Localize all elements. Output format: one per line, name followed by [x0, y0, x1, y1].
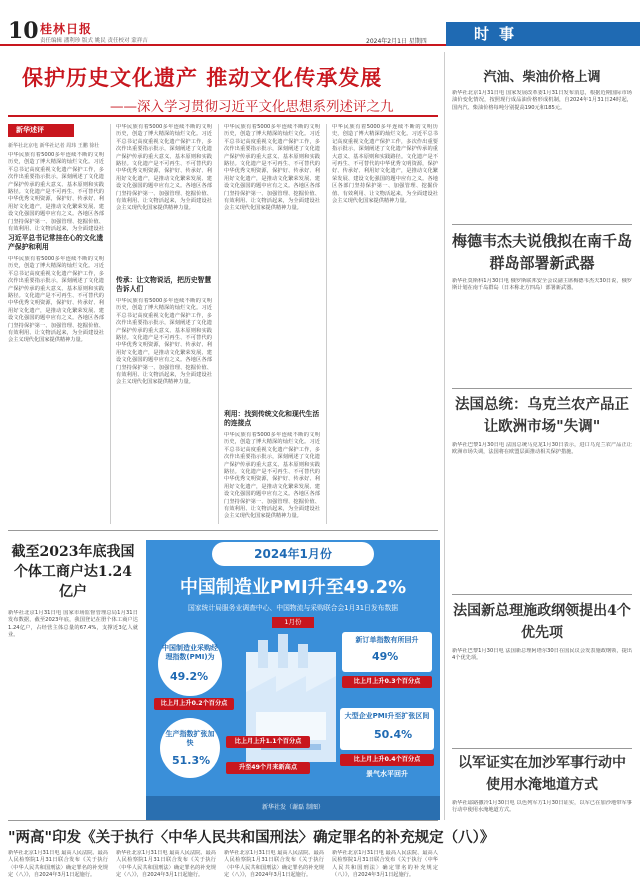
- item-divider: [452, 388, 632, 389]
- item-divider: [452, 224, 632, 225]
- column-divider: [110, 124, 111, 524]
- info-credit: 新华社发（谢磊 制图）: [146, 796, 440, 820]
- new-high-note: 升至49个月来新高点: [226, 762, 310, 774]
- column-divider: [444, 52, 445, 820]
- item-divider: [452, 748, 632, 749]
- staff-credits: 责任编辑 潘利珍 版式 姚民 责任校对 蒙祥吉: [40, 38, 148, 44]
- gaza-title: 以军证实在加沙军事行动中使用水淹地道方式: [458, 755, 626, 793]
- bottom-headline: "两高"印发《关于执行〈中华人民共和国刑法〉确定罪名的补充规定（八）》: [8, 829, 495, 846]
- bottom-body-col1: 新华社北京1月31日电 最高人民法院、最高人民检察院1月31日联合发布《关于执行〈中华人民共和国刑法〉确定罪名的补充规定（八）》，自2024年3月1日起施行。: [8, 850, 108, 879]
- lead-headline: 保护历史文化遗产 推动文化传承发展: [22, 65, 383, 90]
- pmi-node: [158, 632, 222, 696]
- lead-body-col2a: 中华民族有着5000多年连续不断的文明历史，创造了博大精深的灿烂文化。习近平总书记高度重视文化遗产保护工作，多次作出重要指示批示，深刻阐述了文化遗产保护传承的重大意义、基本原则和实践路径。文化遗产是不可再生、不可替代的中华优秀文明资源，保护好、传承好、利用好文化遗产，是推动文化繁荣发展、建设文化强国的题中应有之义。各地区各部门坚持保护第一、加强管理、挖掘价值、有效利用、让文物活起来，为全面建设社会主义现代化国家提供精神力量。: [116, 124, 212, 212]
- new-orders-value: 49%: [372, 650, 399, 663]
- lead-body-col3b: 中华民族有着5000多年连续不断的文明历史，创造了博大精深的灿烂文化。习近平总书记高度重视文化遗产保护工作，多次作出重要指示批示，深刻阐述了文化遗产保护传承的重大意义、基本原则和实践路径。文化遗产是不可再生、不可替代的中华优秀文明资源，保护好、传承好、利用好文化遗产，是推动文化繁荣发展、建设文化强国的题中应有之义。各地区各部门坚持保护第一、加强管理、挖掘价值、有效利用、让文物活起来，为全面建设社会主义现代化国家提供精神力量。: [224, 432, 320, 520]
- info-month-badge: 1月份: [272, 617, 314, 628]
- lead-body-col1b: 中华民族有着5000多年连续不断的文明历史，创造了博大精深的灿烂文化。习近平总书记高度重视文化遗产保护工作，多次作出重要指示批示，深刻阐述了文化遗产保护传承的重大意义、基本原则和实践路径。文化遗产是不可再生、不可替代的中华优秀文明资源，保护好、传承好、利用好文化遗产，是推动文化繁荣发展、建设文化强国的题中应有之义。各地区各部门坚持保护第一、加强管理、挖掘价值、有效利用、让文物活起来，为全面建设社会主义现代化国家提供精神力量。: [8, 256, 104, 344]
- issue-date: 2024年2月1日 星期四: [366, 38, 427, 45]
- sentiment-label: 景气水平回升: [366, 770, 408, 778]
- gaza-body: 新华社耶路撒冷1月30日电 以色列军方1月30日证实，以军已在加沙地带军事行动中使用水淹地道方式。: [452, 800, 632, 814]
- lead-body-col1a: 中华民族有着5000多年连续不断的文明历史，创造了博大精深的灿烂文化。习近平总书记高度重视文化遗产保护工作，多次作出重要指示批示，深刻阐述了文化遗产保护传承的重大意义、基本原则和实践路径。文化遗产是不可再生、不可替代的中华优秀文明资源，保护好、传承好、利用好文化遗产，是推动文化繁荣发展、建设文化强国的题中应有之义。各地区各部门坚持保护第一、加强管理、挖掘价值、有效利用、让文物活起来，为全面建设社: [8, 152, 104, 232]
- lead-subhead-1: 习近平总书记常挂在心的文化遗产保护和利用: [8, 234, 104, 251]
- lead-body-col4: 中华民族有着5000多年连续不断的文明历史，创造了博大精深的灿烂文化。习近平总书记高度重视文化遗产保护工作，多次作出重要指示批示，深刻阐述了文化遗产保护传承的重大意义、基本原则和实践路径。文化遗产是不可再生、不可替代的中华优秀文明资源，保护好、传承好、利用好文化遗产，是推动文化繁荣发展、建设文化强国的题中应有之义。各地区各部门坚持保护第一、加强管理、挖掘价值、有效利用、让文物活起来，为全面建设社会主义现代化国家提供精神力量。: [332, 124, 438, 205]
- macron-body: 新华社巴黎1月30日电 法国总统马克龙1月30日表示，进口乌克兰农产品正让欧洲市场失调，法国将在欧盟层面推动相关保护措施。: [452, 442, 632, 456]
- new-orders-change: 比上月上升0.3个百分点: [342, 676, 432, 688]
- macron-title: 法国总统：乌克兰农产品正让欧洲市场"失调": [455, 396, 629, 435]
- info-month-header: 2024年1月份: [212, 542, 374, 566]
- left-feature-title: 截至2023年底我国个体工商户达1.24亿户: [11, 544, 135, 600]
- info-source-line: 国家统计局服务业调查中心、中国物流与采购联合会1月31日发布数据: [187, 604, 399, 612]
- column-divider: [218, 124, 219, 524]
- fuel-price-title: 汽油、柴油价格上调: [483, 70, 601, 85]
- section-label: 时事: [446, 22, 640, 46]
- bottom-body-col4: 新华社北京1月31日电 最高人民法院、最高人民检察院1月31日联合发布《关于执行〈中华人民共和国刑法〉确定罪名的补充规定（八）》，自2024年3月1日起施行。: [332, 850, 438, 879]
- production-node: [160, 718, 220, 778]
- lead-subhead-3: 利用：找到传统文化和现代生活的连接点: [224, 410, 320, 427]
- new-orders-label: 新订单指数有所回升: [355, 636, 419, 644]
- lead-body-col3a: 中华民族有着5000多年连续不断的文明历史，创造了博大精深的灿烂文化。习近平总书记高度重视文化遗产保护工作，多次作出重要指示批示，深刻阐述了文化遗产保护传承的重大意义、基本原则和实践路径。文化遗产是不可再生、不可替代的中华优秀文明资源，保护好、传承好、利用好文化遗产，是推动文化繁荣发展、建设文化强国的题中应有之义。各地区各部门坚持保护第一、加强管理、挖掘价值、有效利用、让文物活起来，为全面建设社会主义现代化国家提供精神力量。: [224, 124, 320, 212]
- page-number: 10: [8, 18, 39, 44]
- fuel-price-body: 新华社北京1月31日电 国家发展改革委1月31日发布消息，根据近期国际市场油价变化情况，按照现行成品油价格形成机制，自2024年1月31日24时起，国内汽、柴油价格每吨分别提高190元和185元。: [452, 90, 632, 111]
- production-label: 生产指数扩张加快: [165, 730, 215, 747]
- lead-body-col2b: 中华民族有着5000多年连续不断的文明历史，创造了博大精深的灿烂文化。习近平总书记高度重视文化遗产保护工作，多次作出重要指示批示，深刻阐述了文化遗产保护传承的重大意义、基本原则和实践路径。文化遗产是不可再生、不可替代的中华优秀文明资源，保护好、传承好、利用好文化遗产，是推动文化繁荣发展、建设文化强国的题中应有之义。各地区各部门坚持保护第一、加强管理、挖掘价值、有效利用、让文物活起来，为全面建设社会主义现代化国家提供精神力量。: [116, 298, 212, 386]
- left-feature-body: 新华社北京1月31日电 国家市场监督管理总局1月31日发布数据，截至2023年底，我国登记在册个体工商户达1.24亿户，占经营主体总量的67.4%，支撑近3亿人就业。: [8, 610, 138, 639]
- newspaper-logo: 桂林日报: [40, 22, 93, 36]
- pmi-infographic: [146, 540, 440, 820]
- section-divider: [8, 820, 438, 821]
- large-firm-value: 50.4%: [374, 728, 413, 741]
- lead-rule: [8, 115, 438, 117]
- column-divider: [326, 124, 327, 524]
- production-value: 51.3%: [172, 754, 211, 767]
- lead-byline: 新华社北京电 新华社记者 周玮 王鹏 徐壮: [8, 143, 100, 149]
- bottom-body-col3: 新华社北京1月31日电 最高人民法院、最高人民检察院1月31日联合发布《关于执行〈中华人民共和国刑法〉确定罪名的补充规定（八）》，自2024年3月1日起施行。: [224, 850, 324, 879]
- column-tag: 新华述评: [8, 124, 74, 137]
- pmi-label: 中国制造业采购经理指数(PMI)为: [162, 644, 218, 661]
- production-change: 比上月上升1.1个百分点: [226, 736, 310, 748]
- attal-title: 法国新总理施政纲领提出4个优先项: [453, 603, 631, 641]
- lead-subheadline: ——深入学习贯彻习近平文化思想系列述评之九: [110, 99, 394, 115]
- large-firm-change: 比上月上升0.4个百分点: [340, 754, 434, 766]
- bottom-body-col2: 新华社北京1月31日电 最高人民法院、最高人民检察院1月31日联合发布《关于执行〈中华人民共和国刑法〉确定罪名的补充规定（八）》，自2024年3月1日起施行。: [116, 850, 216, 879]
- info-headline: 中国制造业PMI升至49.2%: [179, 577, 407, 598]
- section-divider: [8, 530, 438, 531]
- medvedev-title: 梅德韦杰夫说俄拟在南千岛群岛部署新武器: [452, 232, 633, 272]
- medvedev-body: 新华社莫斯科1月30日电 俄罗斯联邦安全会议副主席梅德韦杰夫30日说，俄罗斯计划在南千岛群岛（日本称北方四岛）部署新武器。: [452, 278, 632, 292]
- pmi-change: 比上月上升0.2个百分点: [154, 698, 234, 710]
- pmi-value: 49.2%: [170, 670, 209, 683]
- large-firm-label: 大型企业PMI升至扩张区间: [344, 712, 430, 720]
- lead-subhead-2: 传承：让文物说话，把历史智慧告诉人们: [116, 276, 212, 293]
- item-divider: [452, 594, 632, 595]
- attal-body: 新华社巴黎1月30日电 法国新总理阿塔尔30日在国民议会发表施政纲领，提出4个优先项。: [452, 648, 632, 662]
